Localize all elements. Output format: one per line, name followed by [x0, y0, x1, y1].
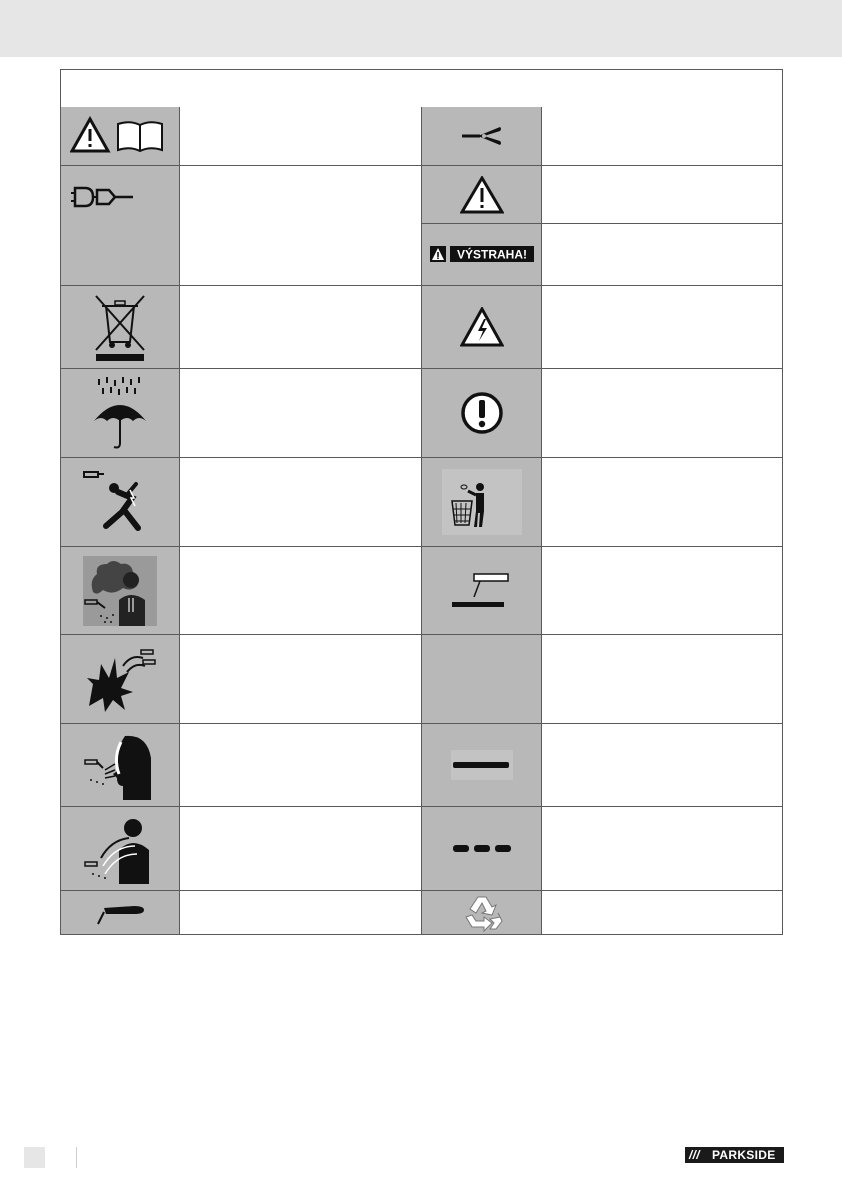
grid-line — [541, 107, 542, 934]
explosion-icon — [83, 644, 157, 714]
umbrella-rain-icon — [92, 375, 148, 451]
grid-line — [61, 723, 782, 724]
grid-line — [61, 368, 782, 369]
electric-shock-icon — [82, 468, 158, 536]
litter-bin-cell — [422, 458, 541, 546]
electrode-holder-icon — [452, 571, 512, 611]
high-voltage-icon — [460, 307, 504, 347]
weee-bin-icon — [92, 292, 148, 362]
brand-logo — [685, 1147, 784, 1163]
grid-line — [61, 165, 782, 166]
grid-line — [61, 634, 782, 635]
recycle-icon — [460, 893, 504, 933]
grid-line — [61, 457, 782, 458]
warning-triangle-icon — [460, 176, 504, 214]
fumes-icon — [83, 556, 157, 626]
welding-torch-icon — [90, 900, 150, 926]
grid-line — [61, 806, 782, 807]
face-shield-cell — [61, 724, 179, 806]
explosion-cell — [61, 635, 179, 723]
grid-line — [421, 107, 422, 934]
ground-clamp-icon — [460, 123, 504, 149]
umbrella-rain-cell — [61, 369, 179, 457]
face-shield-icon — [83, 730, 157, 800]
grid-line — [61, 890, 782, 891]
plug-cell — [61, 166, 179, 285]
dashed-line-cell — [422, 807, 541, 890]
desc-cell — [180, 107, 421, 165]
warning-manual-cell — [61, 107, 179, 165]
grid-line — [61, 546, 782, 547]
fumes-cell — [61, 547, 179, 634]
electric-shock-cell — [61, 458, 179, 546]
warning-triangle-cell — [422, 166, 541, 223]
exclamation-cell — [422, 369, 541, 457]
warning-manual-icon — [70, 116, 170, 156]
exclamation-icon — [460, 391, 504, 435]
header-band — [0, 0, 842, 57]
desc-cell — [542, 107, 782, 165]
radiation-cell — [61, 807, 179, 890]
warning-label-cell — [422, 224, 541, 285]
radiation-icon — [83, 814, 157, 884]
plug-icon — [71, 182, 141, 212]
table-title-row — [61, 70, 782, 108]
ground-clamp-cell — [422, 107, 541, 165]
weee-bin-cell — [61, 286, 179, 368]
warning-label-icon — [430, 246, 534, 264]
litter-bin-icon — [442, 469, 522, 535]
recycle-cell — [422, 891, 541, 934]
dc-line-cell — [422, 724, 541, 806]
page-number-box — [24, 1147, 45, 1168]
footer-divider — [76, 1147, 77, 1168]
brand-name: PARKSIDE — [712, 1148, 776, 1162]
symbol-legend-table — [60, 69, 783, 935]
brand-slashes: /// — [689, 1148, 700, 1162]
high-voltage-cell — [422, 286, 541, 368]
dc-line-icon — [451, 750, 513, 780]
grid-line — [179, 107, 180, 934]
electrode-holder-cell — [422, 547, 541, 634]
grid-line — [421, 223, 782, 224]
dashed-line-icon — [451, 842, 513, 856]
grid-line — [61, 285, 782, 286]
warning-label-text: VÝSTRAHA! — [456, 247, 527, 261]
welding-torch-cell — [61, 891, 179, 934]
blank-symbol-cell — [422, 635, 541, 723]
